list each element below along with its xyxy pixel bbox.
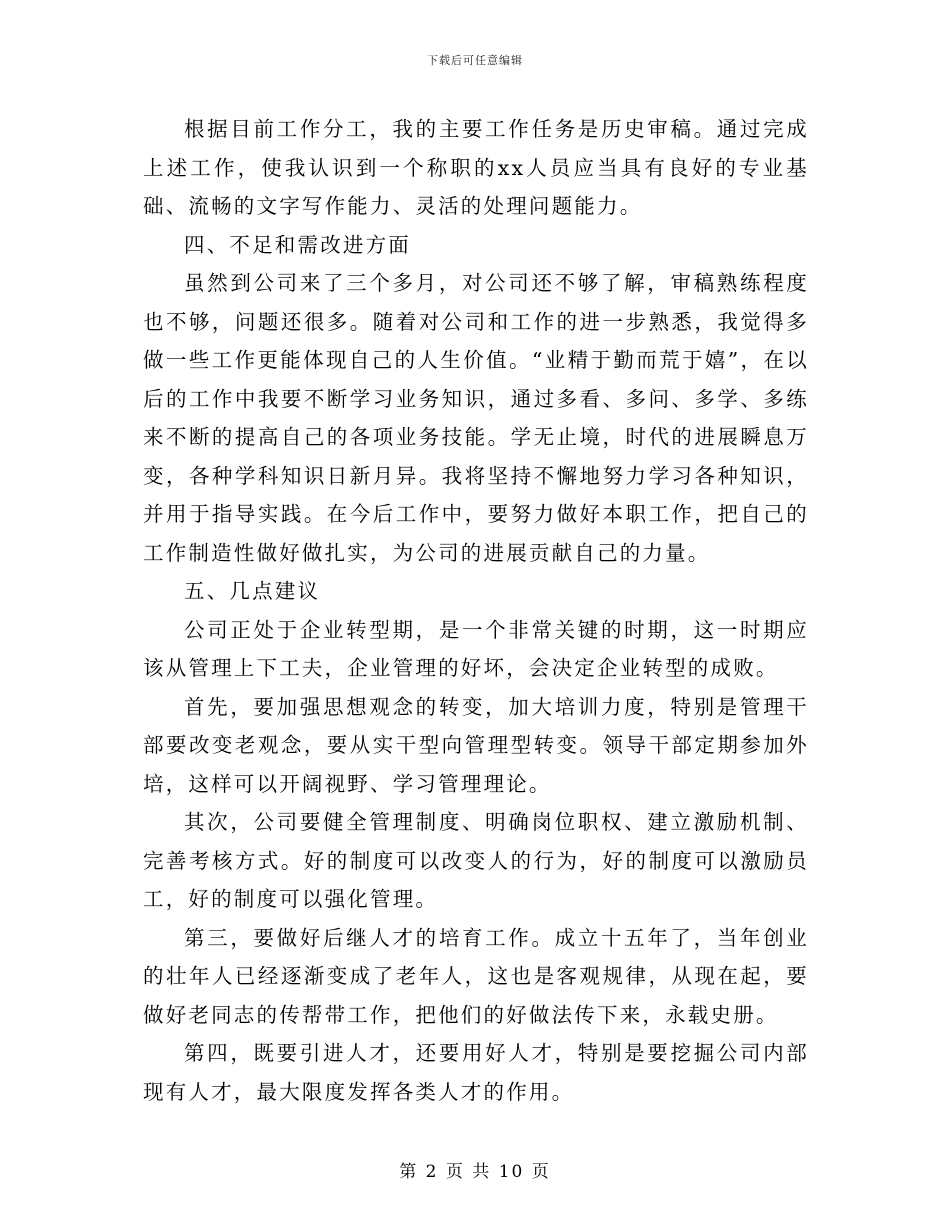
page-header: 下载后可任意编辑 [427, 54, 523, 67]
paragraph-first-suggestion: 首先，要加强思想观念的转变，加大培训力度，特别是管理干部要改变老观念，要从实干型向管理型转变。领导干部定期参加外培，这样可以开阔视野、学习管理理论。 [143, 694, 809, 796]
paragraph-second-suggestion: 其次，公司要健全管理制度、明确岗位职权、建立激励机制、完善考核方式。好的制度可以改变人的行为，好的制度可以激励员工，好的制度可以强化管理。 [143, 810, 809, 911]
paragraph-shortcomings: 虽然到公司来了三个多月，对公司还不够了解，审稿熟练程度也不够，问题还很多。随着对公司和工作的进一步熟悉，我觉得多做一些工作更能体现自己的人生价值。“业精于勤而荒于嬉”，在以后的工作中我要不断学习业务知识，通过多看、多问、多学、多练来不断的提高自己的各项业务技能。学无止境，时代的进展瞬息万变，各种学科知识日新月异。我将坚持不懈地努力学习各种知识，并用于指导实践。在今后工作中，要努力做好本职工作，把自己的工作制造性做好做扎实，为公司的进展贡献自己的力量。 [143, 271, 809, 565]
paragraph-work-tasks: 根据目前工作分工，我的主要工作任务是历史审稿。通过完成上述工作，使我认识到一个称职的xx人员应当具有良好的专业基础、流畅的文字写作能力、灵活的处理问题能力。 [143, 117, 809, 218]
paragraph-fourth-suggestion: 第四，既要引进人才，还要用好人才，特别是要挖掘公司内部现有人才，最大限度发挥各类人才的作用。 [143, 1041, 809, 1104]
document-body [143, 110, 809, 1111]
page-number-footer: 第 2 页 共 10 页 [399, 1162, 551, 1182]
section-heading-suggestions: 五、几点建议 [184, 579, 321, 603]
paragraph-transition-period: 公司正处于企业转型期，是一个非常关键的时期，这一时期应该从管理上下工夫，企业管理的好坏，会决定企业转型的成败。 [143, 617, 809, 680]
section-heading-shortcomings: 四、不足和需改进方面 [184, 232, 411, 257]
paragraph-third-suggestion: 第三，要做好后继人才的培育工作。成立十五年了，当年创业的壮年人已经逐渐变成了老年人，这也是客观规律，从现在起，要做好老同志的传帮带工作，把他们的好做法传下来，永载史册。 [143, 925, 809, 1027]
